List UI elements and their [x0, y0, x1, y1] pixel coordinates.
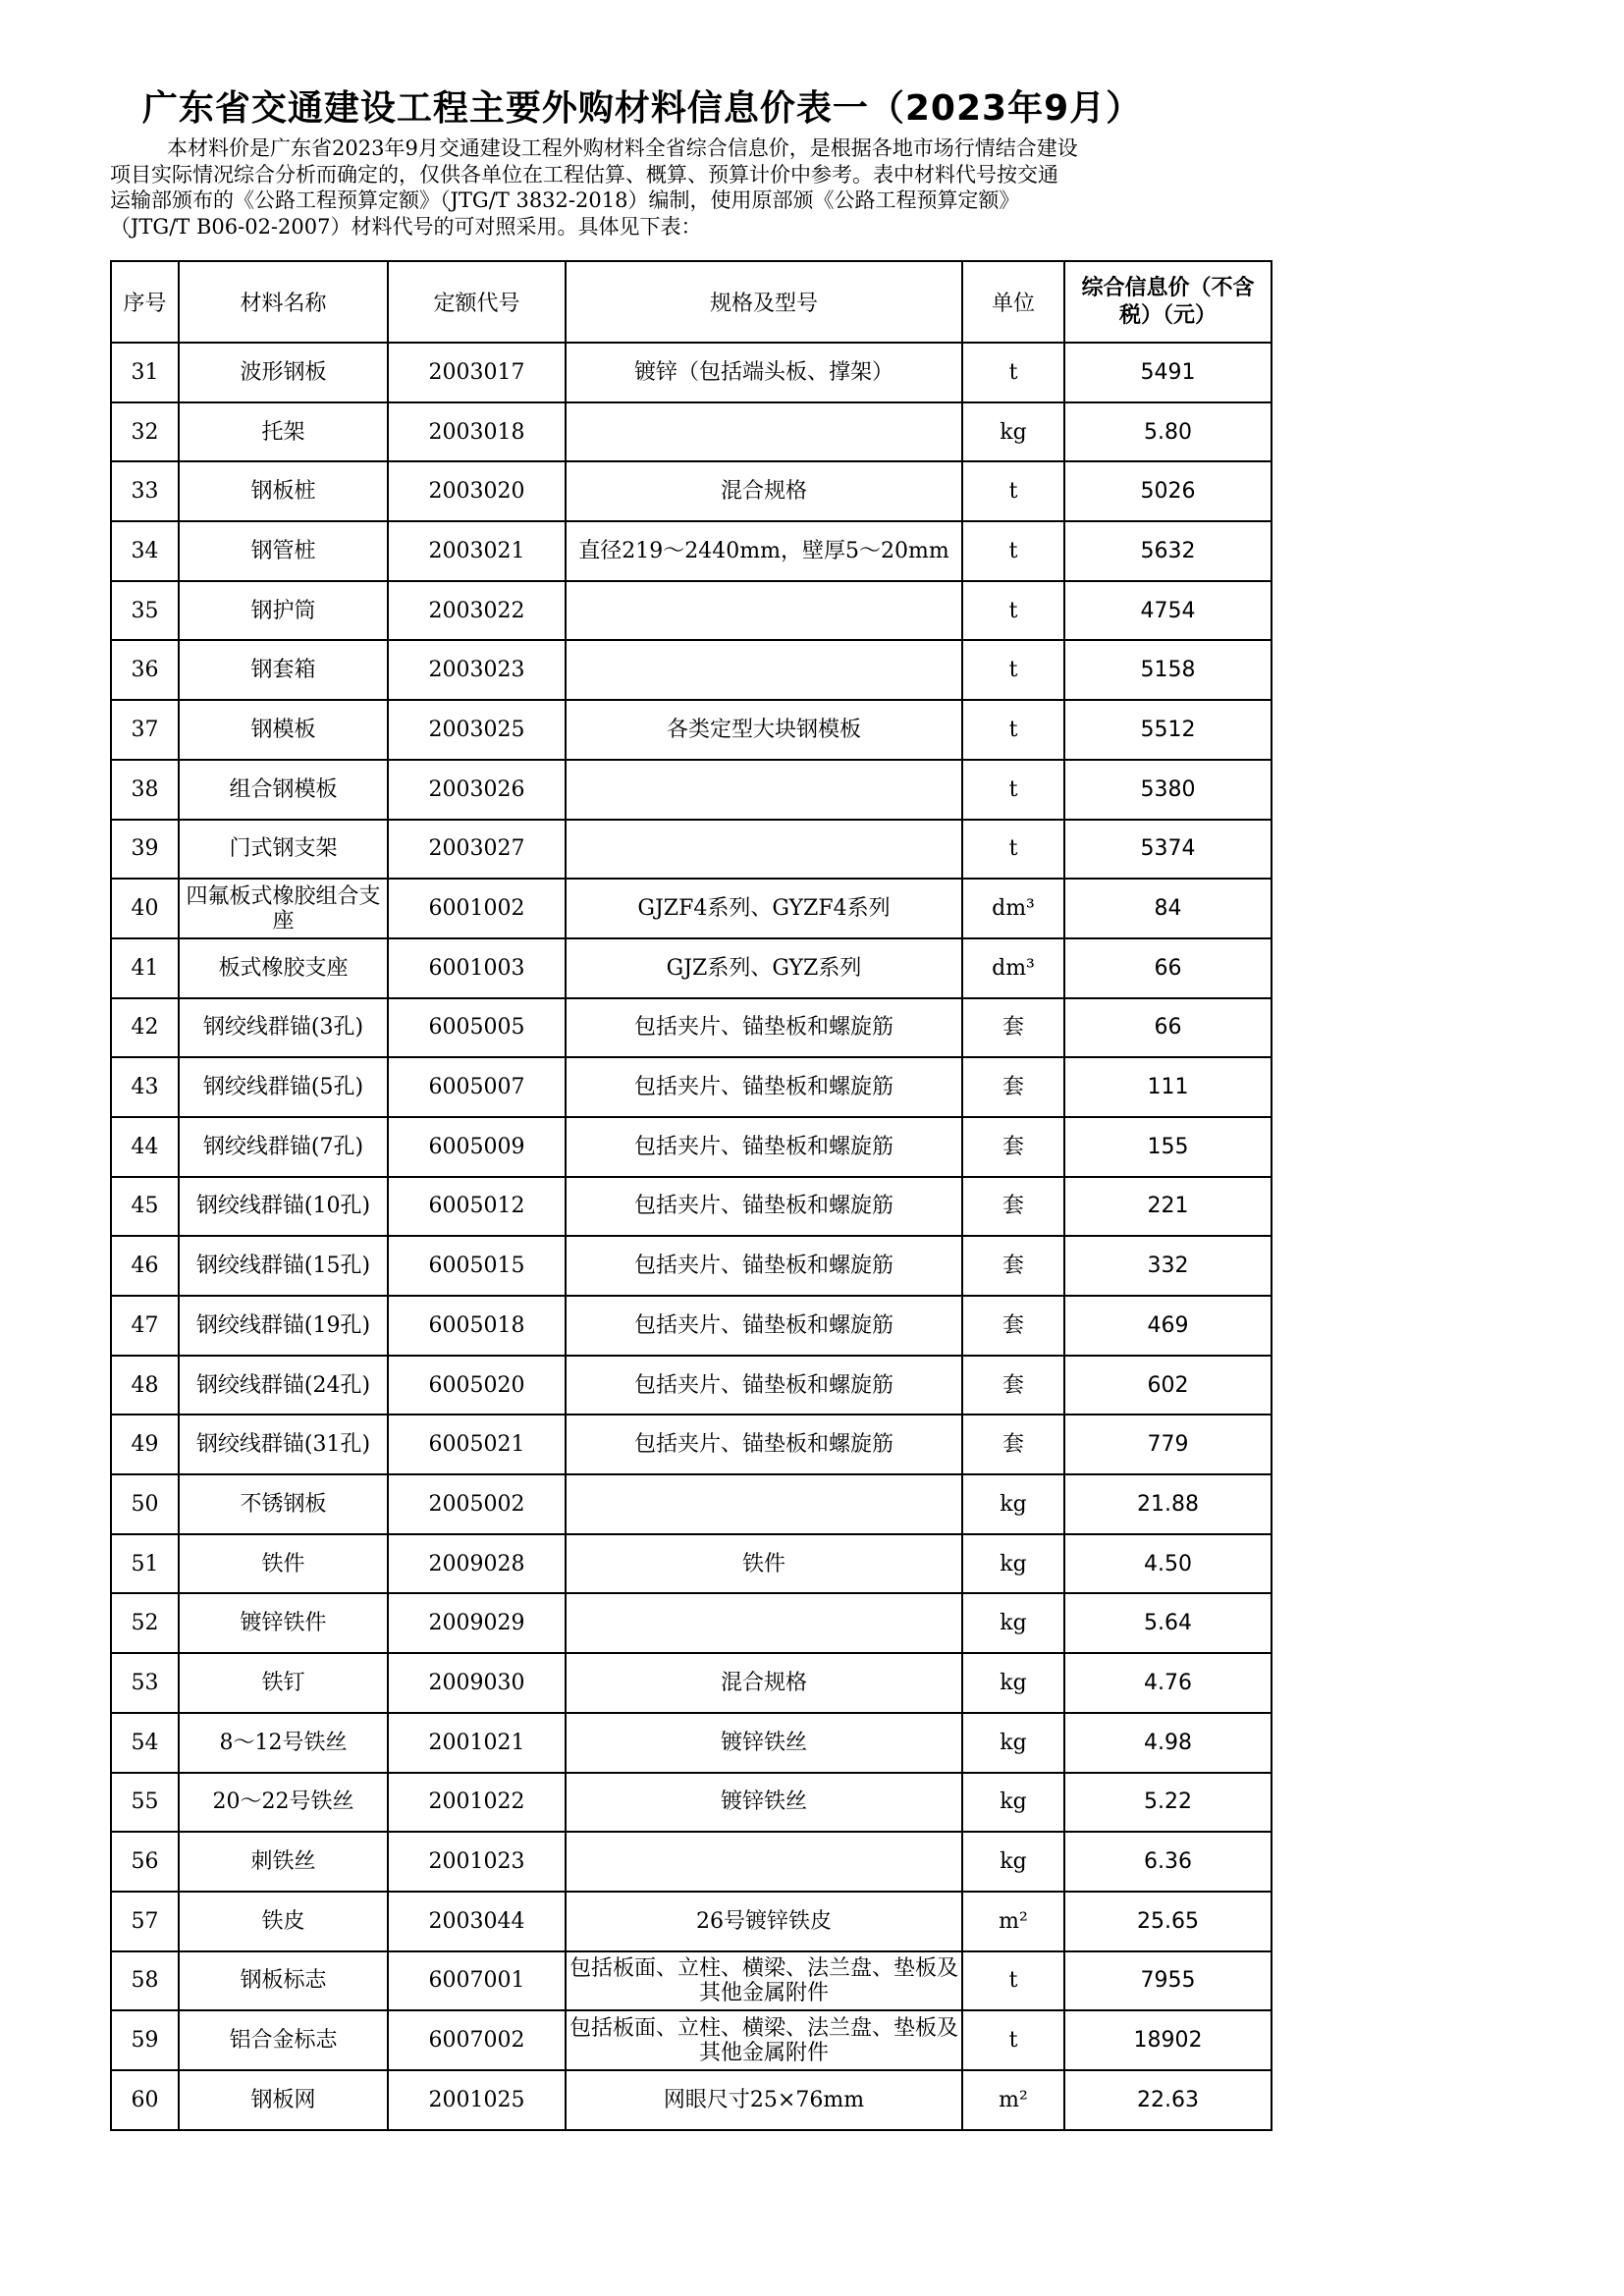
cell-name: 钢板网: [179, 2070, 388, 2130]
cell-name: 板式橡胶支座: [179, 938, 388, 998]
cell-price: 5158: [1064, 640, 1272, 700]
cell-unit: t: [962, 581, 1064, 641]
cell-seq: 51: [111, 1534, 179, 1594]
cell-code: 2009029: [388, 1593, 566, 1653]
cell-price: 111: [1064, 1057, 1272, 1117]
table-row: [111, 1177, 1272, 1237]
cell-price: 5026: [1064, 461, 1272, 521]
cell-unit: 套: [962, 1177, 1064, 1237]
cell-code: 2003021: [388, 521, 566, 581]
cell-name: 钢绞线群锚(31孔): [179, 1415, 388, 1474]
cell-code: 2005002: [388, 1474, 566, 1534]
table-row: [111, 938, 1272, 998]
cell-unit: t: [962, 760, 1064, 820]
cell-name: 铁皮: [179, 1892, 388, 1951]
table-row: [111, 1356, 1272, 1415]
cell-price: 5512: [1064, 700, 1272, 760]
cell-spec: 镀锌（包括端头板、撑架）: [566, 343, 962, 402]
cell-name: 镀锌铁件: [179, 1593, 388, 1653]
cell-code: 2003023: [388, 640, 566, 700]
cell-code: 2003026: [388, 760, 566, 820]
cell-spec: [566, 581, 962, 641]
cell-seq: 34: [111, 521, 179, 581]
intro-line: 运输部颁布的《公路工程预算定额》（JTG/T 3832-2018）编制，使用原部颁《公路工程预算定额》: [110, 188, 1020, 212]
cell-code: 2001025: [388, 2070, 566, 2130]
cell-price: 4.98: [1064, 1713, 1272, 1773]
header-seq: 序号: [111, 261, 179, 343]
cell-seq: 31: [111, 343, 179, 402]
cell-seq: 36: [111, 640, 179, 700]
cell-name: 钢管桩: [179, 521, 388, 581]
cell-unit: t: [962, 521, 1064, 581]
cell-name: 钢绞线群锚(5孔): [179, 1057, 388, 1117]
cell-unit: 套: [962, 1236, 1064, 1296]
cell-spec: [566, 640, 962, 700]
cell-unit: kg: [962, 402, 1064, 462]
table-row: [111, 998, 1272, 1058]
cell-seq: 57: [111, 1892, 179, 1951]
cell-name: 钢绞线群锚(10孔): [179, 1177, 388, 1237]
table-row: [111, 640, 1272, 700]
table-row: [111, 581, 1272, 641]
cell-code: 6001002: [388, 879, 566, 938]
cell-price: 25.65: [1064, 1892, 1272, 1951]
cell-seq: 49: [111, 1415, 179, 1474]
cell-spec: 包括夹片、锚垫板和螺旋筋: [566, 1057, 962, 1117]
cell-unit: kg: [962, 1653, 1064, 1713]
cell-spec: 包括夹片、锚垫板和螺旋筋: [566, 998, 962, 1058]
cell-price: 6.36: [1064, 1832, 1272, 1892]
cell-spec: 包括夹片、锚垫板和螺旋筋: [566, 1296, 962, 1356]
cell-price: 4.76: [1064, 1653, 1272, 1713]
cell-name: 刺铁丝: [179, 1832, 388, 1892]
table-row: [111, 1653, 1272, 1713]
cell-code: 6005018: [388, 1296, 566, 1356]
cell-price: 4754: [1064, 581, 1272, 641]
cell-spec: [566, 402, 962, 462]
table-row: [111, 1296, 1272, 1356]
cell-unit: m²: [962, 1892, 1064, 1951]
cell-code: 2003022: [388, 581, 566, 641]
cell-seq: 58: [111, 1951, 179, 2011]
table-row: [111, 1236, 1272, 1296]
cell-unit: t: [962, 640, 1064, 700]
cell-spec: GJZ系列、GYZ系列: [566, 938, 962, 998]
cell-name: 钢绞线群锚(15孔): [179, 1236, 388, 1296]
cell-name: 钢板标志: [179, 1951, 388, 2011]
cell-unit: 套: [962, 1415, 1064, 1474]
cell-unit: kg: [962, 1534, 1064, 1594]
cell-spec: [566, 1832, 962, 1892]
table-row: [111, 343, 1272, 402]
intro-line: 项目实际情况综合分析而确定的，仅供各单位在工程估算、概算、预算计价中参考。表中材料代号按交通: [110, 162, 1058, 187]
cell-spec: GJZF4系列、GYZF4系列: [566, 879, 962, 938]
cell-price: 66: [1064, 998, 1272, 1058]
header-price: 综合信息价（不含税）（元）: [1064, 261, 1272, 343]
cell-name: 铁件: [179, 1534, 388, 1594]
table-row: [111, 1892, 1272, 1951]
cell-price: 602: [1064, 1356, 1272, 1415]
table-row: [111, 2070, 1272, 2130]
cell-seq: 54: [111, 1713, 179, 1773]
cell-unit: 套: [962, 1117, 1064, 1177]
cell-name: 铝合金标志: [179, 2010, 388, 2070]
price-table: [110, 260, 1272, 2131]
cell-code: 6005021: [388, 1415, 566, 1474]
cell-code: 6007001: [388, 1951, 566, 2011]
cell-spec: [566, 820, 962, 880]
cell-code: 2003044: [388, 1892, 566, 1951]
cell-name: 钢套箱: [179, 640, 388, 700]
intro-line: （JTG/T B06-02-2007）材料代号的可对照采用。具体见下表：: [110, 214, 702, 239]
cell-unit: 套: [962, 1057, 1064, 1117]
cell-spec: [566, 760, 962, 820]
cell-name: 钢绞线群锚(19孔): [179, 1296, 388, 1356]
cell-seq: 53: [111, 1653, 179, 1713]
cell-unit: t: [962, 343, 1064, 402]
header-name: 材料名称: [179, 261, 388, 343]
header-unit: 单位: [962, 261, 1064, 343]
cell-unit: dm³: [962, 938, 1064, 998]
cell-spec: 包括夹片、锚垫板和螺旋筋: [566, 1236, 962, 1296]
cell-price: 4.50: [1064, 1534, 1272, 1594]
table-row: [111, 1713, 1272, 1773]
cell-name: 钢绞线群锚(3孔): [179, 998, 388, 1058]
cell-code: 6005009: [388, 1117, 566, 1177]
cell-seq: 48: [111, 1356, 179, 1415]
cell-unit: t: [962, 820, 1064, 880]
table-body: [111, 343, 1272, 2130]
cell-seq: 32: [111, 402, 179, 462]
cell-unit: t: [962, 700, 1064, 760]
cell-seq: 33: [111, 461, 179, 521]
cell-code: 2001023: [388, 1832, 566, 1892]
cell-spec: [566, 1474, 962, 1534]
table-row: [111, 1474, 1272, 1534]
table-row: [111, 1951, 1272, 2011]
cell-code: 6007002: [388, 2010, 566, 2070]
table-row: [111, 1593, 1272, 1653]
cell-name: 四氟板式橡胶组合支座: [179, 879, 388, 938]
cell-spec: 混合规格: [566, 461, 962, 521]
cell-price: 21.88: [1064, 1474, 1272, 1534]
cell-seq: 46: [111, 1236, 179, 1296]
cell-code: 2003017: [388, 343, 566, 402]
cell-name: 铁钉: [179, 1653, 388, 1713]
cell-seq: 47: [111, 1296, 179, 1356]
cell-spec: 26号镀锌铁皮: [566, 1892, 962, 1951]
cell-unit: m²: [962, 2070, 1064, 2130]
cell-unit: kg: [962, 1832, 1064, 1892]
cell-unit: 套: [962, 1356, 1064, 1415]
cell-seq: 44: [111, 1117, 179, 1177]
cell-spec: 包括夹片、锚垫板和螺旋筋: [566, 1356, 962, 1415]
cell-price: 779: [1064, 1415, 1272, 1474]
cell-spec: 包括夹片、锚垫板和螺旋筋: [566, 1177, 962, 1237]
cell-spec: 包括夹片、锚垫板和螺旋筋: [566, 1415, 962, 1474]
cell-name: 20～22号铁丝: [179, 1773, 388, 1833]
table-row: [111, 461, 1272, 521]
cell-seq: 37: [111, 700, 179, 760]
intro-paragraph: [110, 135, 1278, 240]
cell-code: 2001021: [388, 1713, 566, 1773]
cell-unit: 套: [962, 1296, 1064, 1356]
cell-seq: 42: [111, 998, 179, 1058]
cell-unit: kg: [962, 1474, 1064, 1534]
cell-price: 469: [1064, 1296, 1272, 1356]
table-row: [111, 1773, 1272, 1833]
cell-code: 6005005: [388, 998, 566, 1058]
cell-name: 钢模板: [179, 700, 388, 760]
table-row: [111, 1534, 1272, 1594]
cell-seq: 55: [111, 1773, 179, 1833]
cell-seq: 40: [111, 879, 179, 938]
cell-spec: 镀锌铁丝: [566, 1713, 962, 1773]
cell-name: 8～12号铁丝: [179, 1713, 388, 1773]
cell-name: 托架: [179, 402, 388, 462]
cell-unit: t: [962, 461, 1064, 521]
cell-seq: 38: [111, 760, 179, 820]
cell-spec: 镀锌铁丝: [566, 1773, 962, 1833]
cell-code: 2009030: [388, 1653, 566, 1713]
cell-price: 221: [1064, 1177, 1272, 1237]
cell-spec: 各类定型大块钢模板: [566, 700, 962, 760]
cell-price: 66: [1064, 938, 1272, 998]
cell-seq: 52: [111, 1593, 179, 1653]
table-row: [111, 879, 1272, 938]
cell-code: 2003018: [388, 402, 566, 462]
cell-name: 门式钢支架: [179, 820, 388, 880]
cell-price: 5491: [1064, 343, 1272, 402]
cell-code: 6005020: [388, 1356, 566, 1415]
cell-spec: 包括板面、立柱、横梁、法兰盘、垫板及其他金属附件: [566, 2010, 962, 2070]
cell-spec: 网眼尺寸25×76mm: [566, 2070, 962, 2130]
table-row: [111, 760, 1272, 820]
cell-price: 5.22: [1064, 1773, 1272, 1833]
cell-name: 不锈钢板: [179, 1474, 388, 1534]
cell-unit: dm³: [962, 879, 1064, 938]
cell-code: 2003027: [388, 820, 566, 880]
cell-code: 6001003: [388, 938, 566, 998]
cell-seq: 45: [111, 1177, 179, 1237]
cell-price: 5374: [1064, 820, 1272, 880]
cell-price: 5632: [1064, 521, 1272, 581]
table-row: [111, 700, 1272, 760]
cell-code: 2009028: [388, 1534, 566, 1594]
cell-price: 18902: [1064, 2010, 1272, 2070]
cell-code: 2003025: [388, 700, 566, 760]
cell-price: 155: [1064, 1117, 1272, 1177]
cell-unit: kg: [962, 1773, 1064, 1833]
cell-unit: kg: [962, 1593, 1064, 1653]
cell-name: 组合钢模板: [179, 760, 388, 820]
header-spec: 规格及型号: [566, 261, 962, 343]
cell-name: 钢绞线群锚(7孔): [179, 1117, 388, 1177]
cell-seq: 41: [111, 938, 179, 998]
intro-line: 本材料价是广东省2023年9月交通建设工程外购材料全省综合信息价，是根据各地市场行情结合建设: [167, 136, 1078, 160]
table-row: [111, 1415, 1272, 1474]
cell-price: 7955: [1064, 1951, 1272, 2011]
cell-spec: 包括夹片、锚垫板和螺旋筋: [566, 1117, 962, 1177]
cell-seq: 35: [111, 581, 179, 641]
cell-code: 6005012: [388, 1177, 566, 1237]
table-row: [111, 402, 1272, 462]
cell-price: 22.63: [1064, 2070, 1272, 2130]
cell-name: 钢绞线群锚(24孔): [179, 1356, 388, 1415]
cell-code: 6005007: [388, 1057, 566, 1117]
cell-unit: t: [962, 2010, 1064, 2070]
cell-seq: 56: [111, 1832, 179, 1892]
cell-seq: 59: [111, 2010, 179, 2070]
cell-spec: [566, 1593, 962, 1653]
cell-spec: 混合规格: [566, 1653, 962, 1713]
cell-name: 钢板桩: [179, 461, 388, 521]
cell-unit: 套: [962, 998, 1064, 1058]
cell-seq: 60: [111, 2070, 179, 2130]
cell-name: 波形钢板: [179, 343, 388, 402]
cell-code: 6005015: [388, 1236, 566, 1296]
page-title: 广东省交通建设工程主要外购材料信息价表一（2023年9月）: [141, 88, 1143, 129]
cell-spec: 包括板面、立柱、横梁、法兰盘、垫板及其他金属附件: [566, 1951, 962, 2011]
cell-seq: 39: [111, 820, 179, 880]
table-row: [111, 2010, 1272, 2070]
table-row: [111, 1832, 1272, 1892]
cell-price: 332: [1064, 1236, 1272, 1296]
cell-spec: 直径219～2440mm，壁厚5～20mm: [566, 521, 962, 581]
cell-code: 2001022: [388, 1773, 566, 1833]
table-row: [111, 521, 1272, 581]
table-row: [111, 1057, 1272, 1117]
cell-spec: 铁件: [566, 1534, 962, 1594]
cell-unit: kg: [962, 1713, 1064, 1773]
cell-unit: t: [962, 1951, 1064, 2011]
cell-price: 5380: [1064, 760, 1272, 820]
table-header-row: [111, 261, 1272, 343]
cell-name: 钢护筒: [179, 581, 388, 641]
cell-price: 5.64: [1064, 1593, 1272, 1653]
cell-seq: 43: [111, 1057, 179, 1117]
table-row: [111, 820, 1272, 880]
cell-price: 84: [1064, 879, 1272, 938]
cell-seq: 50: [111, 1474, 179, 1534]
cell-code: 2003020: [388, 461, 566, 521]
header-code: 定额代号: [388, 261, 566, 343]
cell-price: 5.80: [1064, 402, 1272, 462]
table-row: [111, 1117, 1272, 1177]
